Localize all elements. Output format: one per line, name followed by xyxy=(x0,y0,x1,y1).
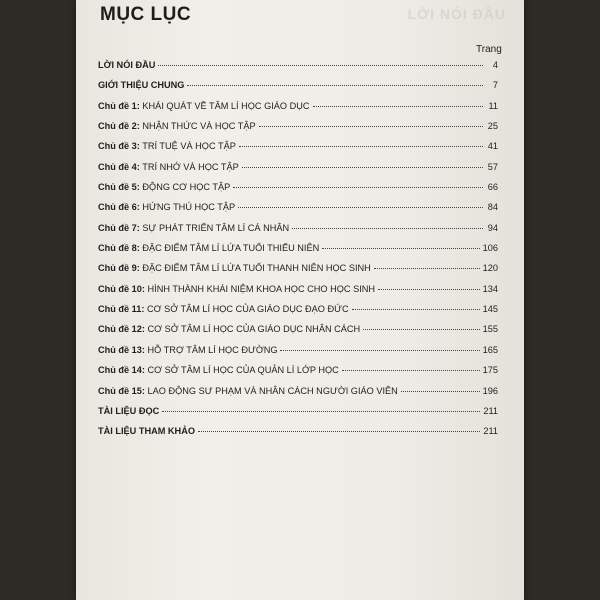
dot-leader xyxy=(374,268,480,269)
toc-entry-prefix: Chủ đề 3: xyxy=(98,141,140,152)
toc-entry-prefix: Chủ đề 2: xyxy=(98,121,140,132)
dot-leader xyxy=(198,431,480,432)
toc-entry-title: ĐỘNG CƠ HỌC TẬP xyxy=(142,182,231,193)
toc-entry-label xyxy=(98,141,236,151)
toc-row xyxy=(98,365,498,385)
toc-entry-label xyxy=(98,263,371,273)
toc-row xyxy=(98,223,498,243)
toc-entry-title: HỨNG THÚ HỌC TẬP xyxy=(142,202,236,213)
toc-entry-label xyxy=(98,406,159,416)
toc-page-number: 4 xyxy=(492,60,498,70)
toc-entry-label xyxy=(98,365,339,375)
toc-page-number: 134 xyxy=(482,283,498,294)
toc-row xyxy=(98,284,498,304)
toc-entry-prefix: Chủ đề 4: xyxy=(98,161,140,172)
dot-leader xyxy=(259,126,483,127)
dot-leader xyxy=(378,289,480,290)
toc-page-number: 66 xyxy=(487,182,498,193)
toc-page-number: 196 xyxy=(482,385,498,396)
toc-entry-prefix: Chủ đề 8: xyxy=(98,243,140,254)
toc-row xyxy=(98,406,498,426)
toc-entry-label xyxy=(98,202,235,212)
dot-leader xyxy=(242,167,483,168)
dot-leader xyxy=(238,207,483,208)
page-column-label: Trang xyxy=(476,44,502,55)
toc-entry-label xyxy=(98,182,230,192)
toc-row xyxy=(98,101,498,121)
toc-page-number: 211 xyxy=(483,405,498,416)
toc-entry-title: CƠ SỞ TÂM LÍ HỌC CỦA QUẢN LÍ LỚP HỌC xyxy=(147,365,339,376)
toc-entry-prefix: Chủ đề 13: xyxy=(98,344,145,355)
toc-page-number: 165 xyxy=(482,344,498,355)
toc-page-number: 211 xyxy=(483,426,498,437)
toc-page-number: 84 xyxy=(487,202,498,213)
toc-entry-title: LAO ĐỘNG SƯ PHẠM VÀ NHÂN CÁCH NGƯỜI GIÁO VIÊN xyxy=(147,385,398,396)
toc-entry-label xyxy=(98,243,319,253)
ghost-header: LỜI NÓI ĐẦU xyxy=(407,6,506,22)
toc-entry-label xyxy=(98,162,239,172)
toc-entry-prefix: Chủ đề 6: xyxy=(98,202,140,213)
dot-leader xyxy=(322,248,479,249)
toc-entry-label xyxy=(98,426,195,436)
toc-page-number: 41 xyxy=(487,141,498,152)
dot-leader xyxy=(158,65,483,66)
dot-leader xyxy=(363,329,479,330)
toc-row xyxy=(98,386,498,406)
toc-entry-prefix: Chủ đề 14: xyxy=(98,365,145,376)
toc-entry-prefix: Chủ đề 1: xyxy=(98,100,140,111)
toc-row xyxy=(98,345,498,365)
toc-entry-title: GIỚI THIỆU CHUNG xyxy=(98,80,185,91)
toc-page-number: 94 xyxy=(487,222,498,233)
dot-leader xyxy=(187,85,483,86)
book-page xyxy=(76,0,524,600)
dot-leader xyxy=(292,228,483,229)
toc-row xyxy=(98,263,498,283)
toc-page-number: 25 xyxy=(487,121,498,132)
dot-leader xyxy=(352,309,480,310)
toc-entry-title: SỰ PHÁT TRIỂN TÂM LÍ CÁ NHÂN xyxy=(142,222,290,233)
table-of-contents xyxy=(98,60,498,447)
toc-entry-label xyxy=(98,60,155,70)
toc-row xyxy=(98,121,498,141)
toc-entry-title: KHÁI QUÁT VỀ TÂM LÍ HỌC GIÁO DỤC xyxy=(142,100,310,111)
toc-entry-title: ĐẶC ĐIỂM TÂM LÍ LỨA TUỔI THANH NIÊN HỌC SINH xyxy=(142,263,371,274)
toc-row xyxy=(98,243,498,263)
toc-row xyxy=(98,426,498,446)
toc-entry-label xyxy=(98,324,360,334)
toc-entry-title: CƠ SỞ TÂM LÍ HỌC CỦA GIÁO DỤC ĐẠO ĐỨC xyxy=(147,304,349,315)
toc-page-number: 175 xyxy=(482,365,498,376)
dot-leader xyxy=(401,391,480,392)
toc-page-number: 155 xyxy=(482,324,498,335)
toc-row xyxy=(98,141,498,161)
toc-page-number: 57 xyxy=(487,161,498,172)
toc-entry-prefix: Chủ đề 12: xyxy=(98,324,145,335)
toc-entry-title: TRÍ NHỚ VÀ HỌC TẬP xyxy=(142,161,239,172)
toc-entry-prefix: Chủ đề 10: xyxy=(98,283,145,294)
toc-entry-prefix: Chủ đề 9: xyxy=(98,263,140,274)
toc-page-number: 145 xyxy=(482,304,498,315)
page-title: MỤC LỤC xyxy=(100,4,192,25)
toc-entry-prefix: Chủ đề 5: xyxy=(98,182,140,193)
toc-entry-label xyxy=(98,284,375,294)
dot-leader xyxy=(280,350,479,351)
toc-entry-title: HÌNH THÀNH KHÁI NIỆM KHOA HỌC CHO HỌC SINH xyxy=(147,283,376,294)
toc-row xyxy=(98,182,498,202)
toc-page-number: 11 xyxy=(488,100,498,111)
toc-entry-title: TRÍ TUỆ VÀ HỌC TẬP xyxy=(142,141,236,152)
dot-leader xyxy=(342,370,480,371)
toc-entry-label xyxy=(98,223,289,233)
toc-entry-title: HỖ TRỢ TÂM LÍ HỌC ĐƯỜNG xyxy=(147,344,278,355)
toc-entry-label xyxy=(98,345,277,355)
toc-entry-label xyxy=(98,101,310,111)
toc-entry-label xyxy=(98,80,184,90)
toc-row xyxy=(98,304,498,324)
toc-entry-prefix: Chủ đề 7: xyxy=(98,222,140,233)
toc-page-number: 7 xyxy=(492,80,498,91)
dot-leader xyxy=(233,187,483,188)
dot-leader xyxy=(239,146,483,147)
toc-entry-title: ĐẶC ĐIỂM TÂM LÍ LỨA TUỔI THIẾU NIÊN xyxy=(142,243,320,254)
toc-entry-label xyxy=(98,121,256,131)
toc-row xyxy=(98,162,498,182)
toc-row xyxy=(98,324,498,344)
toc-entry-title: CƠ SỞ TÂM LÍ HỌC CỦA GIÁO DỤC NHÂN CÁCH xyxy=(147,324,361,335)
toc-entry-title: TÀI LIỆU THAM KHẢO xyxy=(98,426,195,437)
toc-entry-label xyxy=(98,386,398,396)
toc-entry-label xyxy=(98,304,349,314)
toc-row xyxy=(98,80,498,100)
toc-entry-prefix: Chủ đề 15: xyxy=(98,385,145,396)
toc-page-number: 106 xyxy=(482,243,498,254)
toc-row xyxy=(98,60,498,80)
toc-entry-title: NHẬN THỨC VÀ HỌC TẬP xyxy=(142,121,256,132)
toc-entry-prefix: Chủ đề 11: xyxy=(98,304,145,315)
toc-entry-title: TÀI LIỆU ĐỌC xyxy=(98,405,160,416)
toc-page-number: 120 xyxy=(482,263,498,274)
toc-row xyxy=(98,202,498,222)
dot-leader xyxy=(313,106,483,107)
toc-entry-title: LỜI NÓI ĐẦU xyxy=(98,60,156,70)
dot-leader xyxy=(162,411,480,412)
